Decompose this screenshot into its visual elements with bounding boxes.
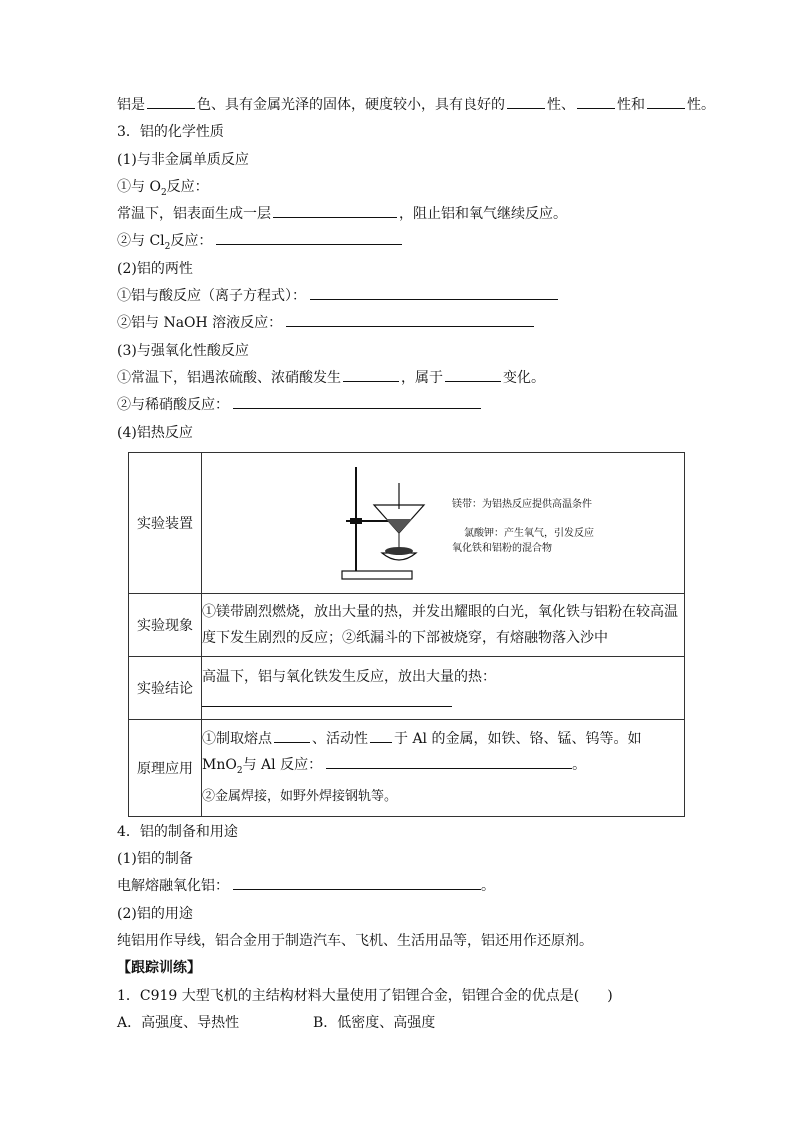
subsection-heading: (1)与非金属单质反应	[117, 151, 249, 168]
text-segment: ①制取熔点	[202, 730, 272, 747]
text-line	[117, 228, 697, 255]
answer-blank	[343, 366, 399, 382]
apparatus-label: 镁带：为铝热反应提供高温条件	[452, 498, 592, 510]
apparatus-diagram	[202, 453, 684, 593]
apparatus-label: 氧化铁和铝粉的混合物	[452, 542, 552, 554]
subscript: 2	[164, 242, 171, 253]
text-segment: 。	[481, 878, 495, 895]
subsection-heading: (1)铝的制备	[117, 851, 193, 868]
section-heading: 【跟踪训练】	[117, 960, 201, 977]
table-cell-line: ②金属焊接，如野外焊接钢轨等。	[202, 788, 398, 804]
text-line	[117, 310, 697, 337]
text-segment: ①与 O	[117, 178, 161, 195]
text-segment: 性。	[687, 97, 715, 113]
options-line	[117, 1010, 697, 1037]
text-segment: ①铝与酸反应（离子方程式）：	[117, 288, 306, 305]
thermite-apparatus-icon	[332, 463, 452, 583]
table-cell	[202, 719, 685, 816]
text-line	[117, 392, 697, 419]
table-row	[129, 452, 685, 593]
answer-blank	[507, 93, 545, 109]
row-label: 实验结论	[129, 656, 202, 719]
option-a: A．高强度、导热性	[117, 1014, 240, 1031]
answer-blank	[202, 691, 452, 707]
text-segment: 性和	[617, 97, 645, 113]
text-segment: MnO	[202, 756, 237, 773]
text-line	[117, 283, 697, 310]
section-heading: 4．铝的制备和用途	[117, 823, 238, 840]
text-segment: 、活动性	[312, 730, 368, 747]
thermite-table	[128, 452, 685, 817]
text-segment: 性、	[547, 97, 575, 113]
text-line	[117, 365, 697, 392]
table-cell-line	[202, 752, 684, 784]
option-b: B．低密度、高强度	[313, 1014, 436, 1031]
text-segment: 色、具有金属光泽的固体，硬度较小，具有良好的	[197, 97, 505, 113]
table-row	[129, 656, 685, 719]
text-segment: 常温下，铝表面生成一层	[117, 206, 271, 223]
subsection-heading: (2)铝的两性	[117, 260, 193, 277]
answer-line-wrap	[202, 690, 684, 712]
text-segment: 反应：	[166, 178, 209, 195]
text-segment: 。	[572, 756, 587, 773]
text-segment: ②与 Cl	[117, 233, 165, 250]
text-segment: ②铝与 NaOH 溶液反应：	[117, 315, 283, 332]
table-cell	[202, 656, 685, 719]
apparatus-label: 氯酸钾：产生氧气，引发反应	[464, 527, 594, 539]
row-label: 实验装置	[129, 452, 202, 593]
answer-blank	[286, 311, 534, 327]
subscript: 2	[236, 765, 243, 776]
answer-blank	[370, 727, 392, 743]
text-line	[117, 92, 715, 119]
subsection-heading: (3)与强氧化性酸反应	[117, 342, 249, 359]
answer-blank	[326, 753, 572, 769]
text-segment: 与 Al 反应：	[242, 756, 323, 773]
subscript: 2	[160, 187, 167, 198]
document-body	[117, 92, 715, 1037]
subsection-heading: (2)铝的用途	[117, 905, 193, 922]
table-row	[129, 593, 685, 656]
answer-blank	[577, 93, 615, 109]
text-segment: ，阻止铝和氧气继续反应。	[399, 206, 567, 223]
text-segment: 变化。	[503, 369, 545, 386]
subsection-heading: (4)铝热反应	[117, 424, 193, 441]
section-heading: 3．铝的化学性质	[117, 124, 224, 141]
answer-blank	[445, 366, 501, 382]
table-cell: ①镁带剧烈燃烧，放出大量的热，并发出耀眼的白光，氧化铁与铝粉在较高温度下发生剧烈的反应；②纸漏斗的下部被烧穿，有熔融物落入沙中	[202, 593, 685, 656]
answer-blank	[233, 874, 481, 890]
answer-blank	[647, 93, 685, 109]
text-line	[117, 174, 697, 201]
answer-blank	[147, 93, 195, 109]
text-segment: 于 Al 的金属，如铁、铬、锰、钨等。如	[394, 730, 642, 747]
table-cell-text: 高温下，铝与氧化铁发生反应，放出大量的热：	[202, 668, 496, 685]
text-segment: 反应：	[170, 233, 213, 250]
answer-blank	[273, 202, 397, 218]
apparatus-cell	[202, 452, 685, 593]
text-segment: 电解熔融氧化铝：	[117, 878, 229, 895]
text-segment: 铝是	[117, 97, 145, 113]
text-segment: ，属于	[401, 369, 443, 386]
text-segment: ②与稀硝酸反应：	[117, 397, 229, 414]
text-segment: ①常温下，铝遇浓硫酸、浓硝酸发生	[117, 369, 341, 386]
table-cell-line	[202, 726, 684, 752]
answer-blank	[233, 393, 481, 409]
text-line	[117, 873, 697, 900]
answer-blank	[310, 284, 558, 300]
row-label: 实验现象	[129, 593, 202, 656]
text-line: 纯铝用作导线，铝合金用于制造汽车、飞机、生活用品等，铝还用作还原剂。	[117, 933, 593, 950]
row-label: 原理应用	[129, 719, 202, 816]
table-row	[129, 719, 685, 816]
answer-blank	[216, 229, 402, 245]
question-stem: 1．C919 大型飞机的主结构材料大量使用了铝锂合金，铝锂合金的优点是( )	[117, 987, 613, 1004]
text-line	[117, 201, 697, 228]
answer-blank	[274, 727, 310, 743]
